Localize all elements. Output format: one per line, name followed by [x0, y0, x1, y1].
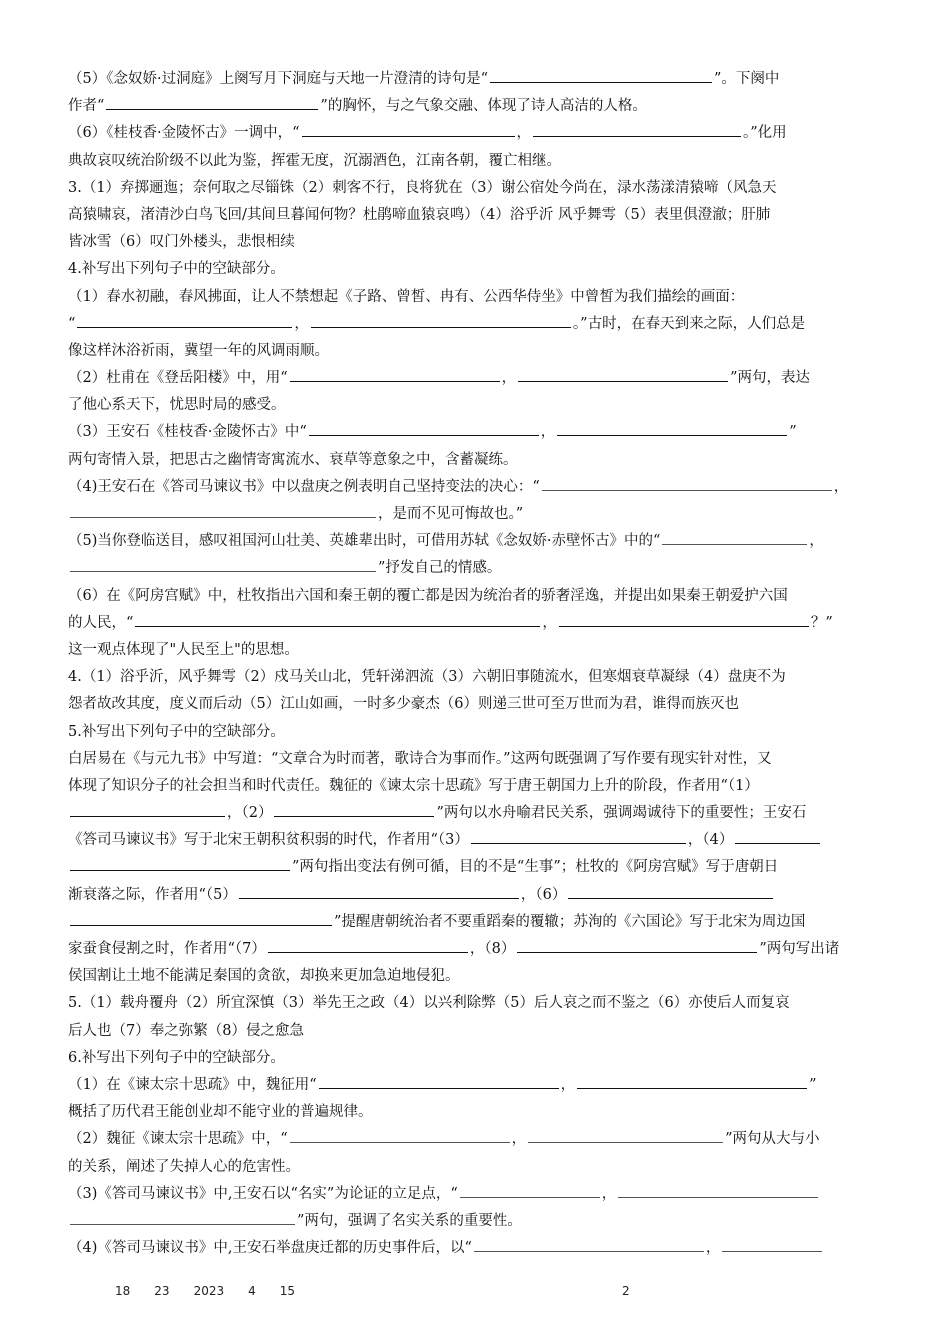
answer-blank — [77, 311, 292, 328]
text-line: （4)王安石在《答司马谏议书》中以盘庚之例表明自己坚持变法的决心：“ ， — [68, 474, 888, 501]
answer-blank — [135, 610, 540, 627]
page-number: 2 — [622, 1284, 630, 1298]
answer-blank — [70, 555, 376, 572]
text-line: 《答司马谏议书》写于北宋王朝积贫积弱的时代，作者用“（3） ，（4） — [68, 827, 888, 854]
text-line: ”两句，强调了名实关系的重要性。 — [68, 1208, 888, 1235]
text-line: （5)当你登临送目，感叹祖国河山壮美、英雄辈出时，可借用苏轼《念奴娇·赤壁怀古》中的“ ， — [68, 528, 888, 555]
text-line: （2）杜甫在《登岳阳楼》中，用“ ， ”两句，表达 — [68, 365, 888, 392]
answer-line: 4.（1）浴乎沂，风乎舞雩（2）戍马关山北，凭轩涕泗流（3）六朝旧事随流水，但寒烟衰草凝绿（4）盘庚不为 — [68, 669, 786, 686]
answer-blank — [559, 610, 809, 627]
answer-blank — [319, 1072, 559, 1089]
text-line: ，是而不见可悔故也。” — [68, 501, 888, 528]
answer-blank — [70, 800, 225, 817]
answer-line: 怨者故改其度，度义而后动（5）江山如画，一时多少豪杰（6）则递三世可至万世而为君，谁得而族灭也 — [68, 696, 739, 713]
answer-blank — [568, 882, 773, 899]
answer-blank — [290, 365, 500, 382]
text-line: （5）《念奴娇·过洞庭》上阕写月下洞庭与天地一片澄清的诗句是“ ”。下阕中 — [68, 66, 888, 93]
answer-blank — [290, 1126, 510, 1143]
answer-blank — [518, 365, 728, 382]
text-line: 概括了历代君王能创业却不能守业的普遍规律。 — [68, 1104, 373, 1121]
text-line: 家蚕食侵割之时，作者用“（7） ，（8） ”两句写出诸 — [68, 936, 888, 963]
answer-blank — [474, 1235, 704, 1252]
footer-field: 4 — [248, 1284, 256, 1298]
answer-line: 3.（1）弃掷逦迤；奈何取之尽锱铢（2）刺客不行，良将犹在（3）谢公宿处今尚在，渌水荡漾清猿啼（风急天 — [68, 179, 777, 196]
text-line: 侯国割让土地不能满足秦国的贪欲，却换来更加急迫地侵犯。 — [68, 968, 460, 985]
text-line: （3）王安石《桂枝香·金陵怀古》中“ ， ” — [68, 419, 888, 446]
text-line: 作者“ ”的胸怀，与之气象交融、体现了诗人高洁的人格。 — [68, 93, 888, 120]
text-line: ，（2） ”两句以水舟喻君民关系，强调竭诚待下的重要性；王安石 — [68, 800, 888, 827]
document-body — [68, 66, 888, 1262]
answer-blank — [577, 1072, 807, 1089]
text-line: （4)《答司马谏议书》中,王安石举盘庚迁都的历史事件后，以“ ， — [68, 1235, 888, 1262]
text-line: 典故哀叹统治阶级不以此为鉴，挥霍无度，沉溺酒色，江南各朝，覆亡相继。 — [68, 152, 561, 169]
answer-blank — [542, 474, 832, 491]
text-line: （1）春水初融，春风拂面，让人不禁想起《子路、曾皙、冉有、公西华侍坐》中曾皙为我们描绘的画面： — [68, 288, 745, 305]
answer-blank — [735, 827, 820, 844]
text-line: ”两句指出变法有例可循，目的不是“生事”；杜牧的《阿房宫赋》写于唐朝日 — [68, 854, 888, 881]
answer-blank — [239, 882, 519, 899]
answer-blank — [460, 1181, 600, 1198]
answer-blank — [70, 1208, 295, 1225]
answer-blank — [490, 66, 712, 83]
answer-blank — [274, 800, 434, 817]
answer-blank — [557, 419, 787, 436]
footer-field: 15 — [279, 1284, 296, 1298]
answer-blank — [517, 936, 757, 953]
answer-blank — [533, 120, 741, 137]
answer-blank — [302, 120, 515, 137]
answer-blank — [70, 501, 376, 518]
text-line: 的人民，“ ， ？” — [68, 610, 888, 637]
answer-blank — [70, 909, 332, 926]
answer-blank — [309, 419, 539, 436]
answer-blank — [471, 827, 686, 844]
text-line: 这一观点体现了"人民至上"的思想。 — [68, 641, 299, 658]
answer-blank — [311, 311, 571, 328]
footer-field: 18 — [115, 1284, 131, 1298]
text-line: （6）《桂枝香·金陵怀古》一调中，“ ， 。”化用 — [68, 120, 888, 147]
footer-field: 2023 — [193, 1284, 225, 1298]
answer-line: 5.（1）载舟覆舟（2）所宜深慎（3）举先王之政（4）以兴利除弊（5）后人哀之而不鉴之（6）亦使后人而复哀 — [68, 995, 790, 1012]
text-line: 两句寄情入景，把思古之幽情寄寓流水、衰草等意象之中，含蓄凝练。 — [68, 451, 518, 468]
text-line: 像这样沐浴祈雨，冀望一年的风调雨顺。 — [68, 342, 329, 359]
answer-blank — [662, 528, 807, 545]
answer-line: 后人也（7）奉之弥繁（8）侵之愈急 — [68, 1022, 304, 1039]
answer-blank — [70, 854, 290, 871]
answer-blank — [618, 1181, 818, 1198]
answer-line: 高猿啸哀，渚清沙白鸟飞回/其间旦暮闻何物？杜鹃啼血猿哀鸣）（4）浴乎沂 风乎舞雩（5）表里俱澄澈；肝肺 — [68, 206, 771, 223]
section-heading: 5.补写出下列句子中的空缺部分。 — [68, 723, 285, 740]
text-line: （2）魏征《谏太宗十思疏》中，“ ， ”两句从大与小 — [68, 1126, 888, 1153]
text-line: （6）在《阿房宫赋》中，杜牧指出六国和秦王朝的覆亡都是因为统治者的骄奢淫逸，并提出如果秦王朝爱护六国 — [68, 587, 788, 604]
text-line: 白居易在《与元九书》中写道：“文章合为时而著，歌诗合为事而作。”这两句既强调了写作要有现实针对性，又 — [68, 750, 772, 767]
text-line: “ ， 。”古时，在春天到来之际，人们总是 — [68, 311, 888, 338]
footer-field: 23 — [154, 1284, 170, 1298]
answer-blank — [722, 1235, 822, 1252]
section-heading: 6.补写出下列句子中的空缺部分。 — [68, 1049, 285, 1066]
text-line: 体现了知识分子的社会担当和时代责任。魏征的《谏太宗十思疏》写于唐王朝国力上升的阶段，作者用“（1） — [68, 777, 759, 794]
answer-blank — [528, 1126, 723, 1143]
section-heading: 4.补写出下列句子中的空缺部分。 — [68, 261, 285, 278]
text-line: （1）在《谏太宗十思疏》中，魏征用“ ， ” — [68, 1072, 888, 1099]
text-line: 的关系，阐述了失掉人心的危害性。 — [68, 1158, 300, 1175]
text-line: ”提醒唐朝统治者不要重蹈秦的覆辙；苏洵的《六国论》写于北宋为周边国 — [68, 909, 888, 936]
text-line: （3)《答司马谏议书》中,王安石以“名实”为论证的立足点，“ ， — [68, 1181, 888, 1208]
text-line: ”抒发自己的情感。 — [68, 555, 888, 582]
answer-line: 皆冰雪（6）叹门外楼头，悲恨相续 — [68, 234, 295, 251]
text-line: 渐衰落之际，作者用“（5） ，（6） — [68, 882, 888, 909]
page-footer — [115, 1284, 319, 1298]
text-line: 了他心系天下，忧思时局的感受。 — [68, 397, 286, 414]
answer-blank — [268, 936, 468, 953]
answer-blank — [106, 93, 318, 110]
